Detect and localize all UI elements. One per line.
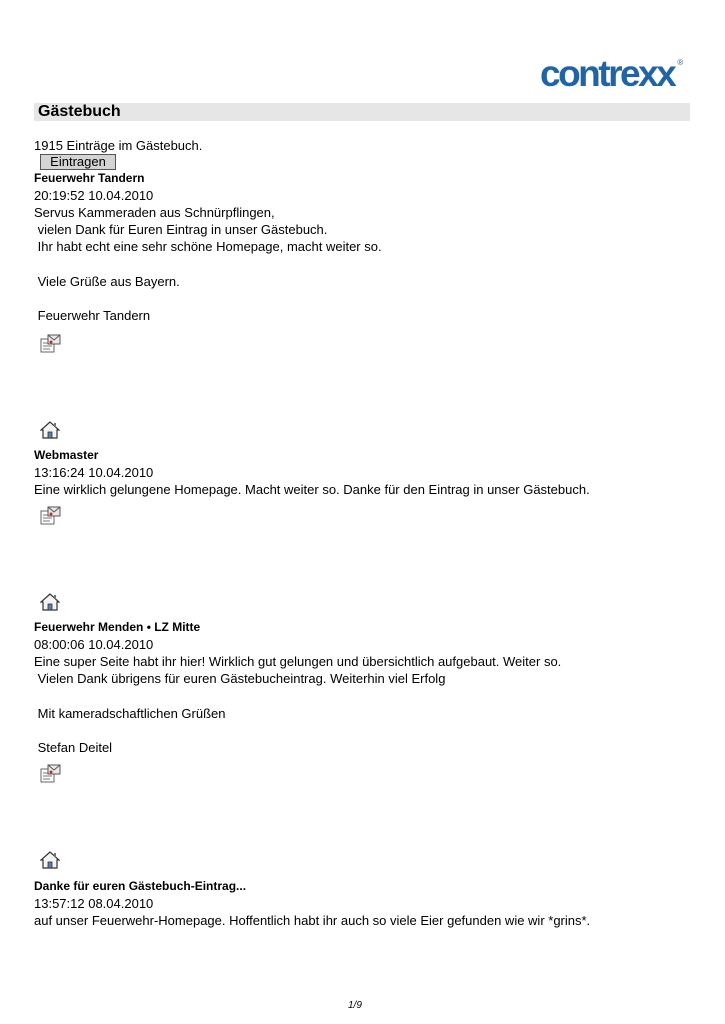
page-number: 1/9 [348, 1000, 362, 1011]
entry-author: Feuerwehr Tandern [34, 171, 145, 185]
entry-message: auf unser Feuerwehr-Homepage. Hoffentlich habt ihr auch so viele Eier gefunden wie wir *grins*. [34, 913, 591, 928]
entry-author: Feuerwehr Menden • LZ Mitte [34, 620, 201, 634]
home-icon[interactable] [40, 850, 60, 873]
home-icon[interactable] [40, 592, 60, 615]
email-icon[interactable] [40, 506, 62, 529]
entry-timestamp: 13:16:24 10.04.2010 [34, 465, 154, 480]
entry-message: Eine super Seite habt ihr hier! Wirklich gut gelungen und übersichtlich aufgebaut. Weiter so. Vielen Dank übrigens für euren Gästebucheintrag. Weiterhin viel Erfolg Mit kameradschaftlichen Grüßen Stefan Deitel [34, 654, 562, 756]
entry-timestamp: 20:19:52 10.04.2010 [34, 188, 154, 203]
guestbook-entry [34, 878, 694, 929]
guestbook-entry [34, 170, 694, 324]
email-icon[interactable] [40, 764, 62, 787]
entry-timestamp: 08:00:06 10.04.2010 [34, 637, 154, 652]
entry-author: Danke für euren Gästebuch-Eintrag... [34, 879, 247, 893]
entry-message: Servus Kammeraden aus Schnürpflingen, vielen Dank für Euren Eintrag in unser Gästebuch. Ihr habt echt eine sehr schöne Homepage, macht weiter so. Viele Grüße aus Bayern. Feuerwehr Tandern [34, 205, 382, 324]
page-title: Gästebuch [38, 103, 121, 120]
page-title-bar [34, 103, 690, 121]
entry-message: Eine wirklich gelungene Homepage. Macht weiter so. Danke für den Eintrag in unser Gästebuch. [34, 482, 590, 497]
guestbook-entry [34, 447, 694, 498]
guestbook-entry [34, 619, 694, 756]
eintragen-button[interactable]: Eintragen [40, 154, 116, 170]
logo-text: contrexx [540, 53, 675, 94]
entry-timestamp: 13:57:12 08.04.2010 [34, 896, 154, 911]
email-icon[interactable] [40, 334, 62, 357]
entry-count: 1915 Einträge im Gästebuch. [34, 138, 203, 153]
contrexx-logo [540, 53, 684, 94]
logo-registered-mark: ® [677, 58, 684, 67]
home-icon[interactable] [40, 420, 60, 443]
entry-author: Webmaster [34, 448, 99, 462]
